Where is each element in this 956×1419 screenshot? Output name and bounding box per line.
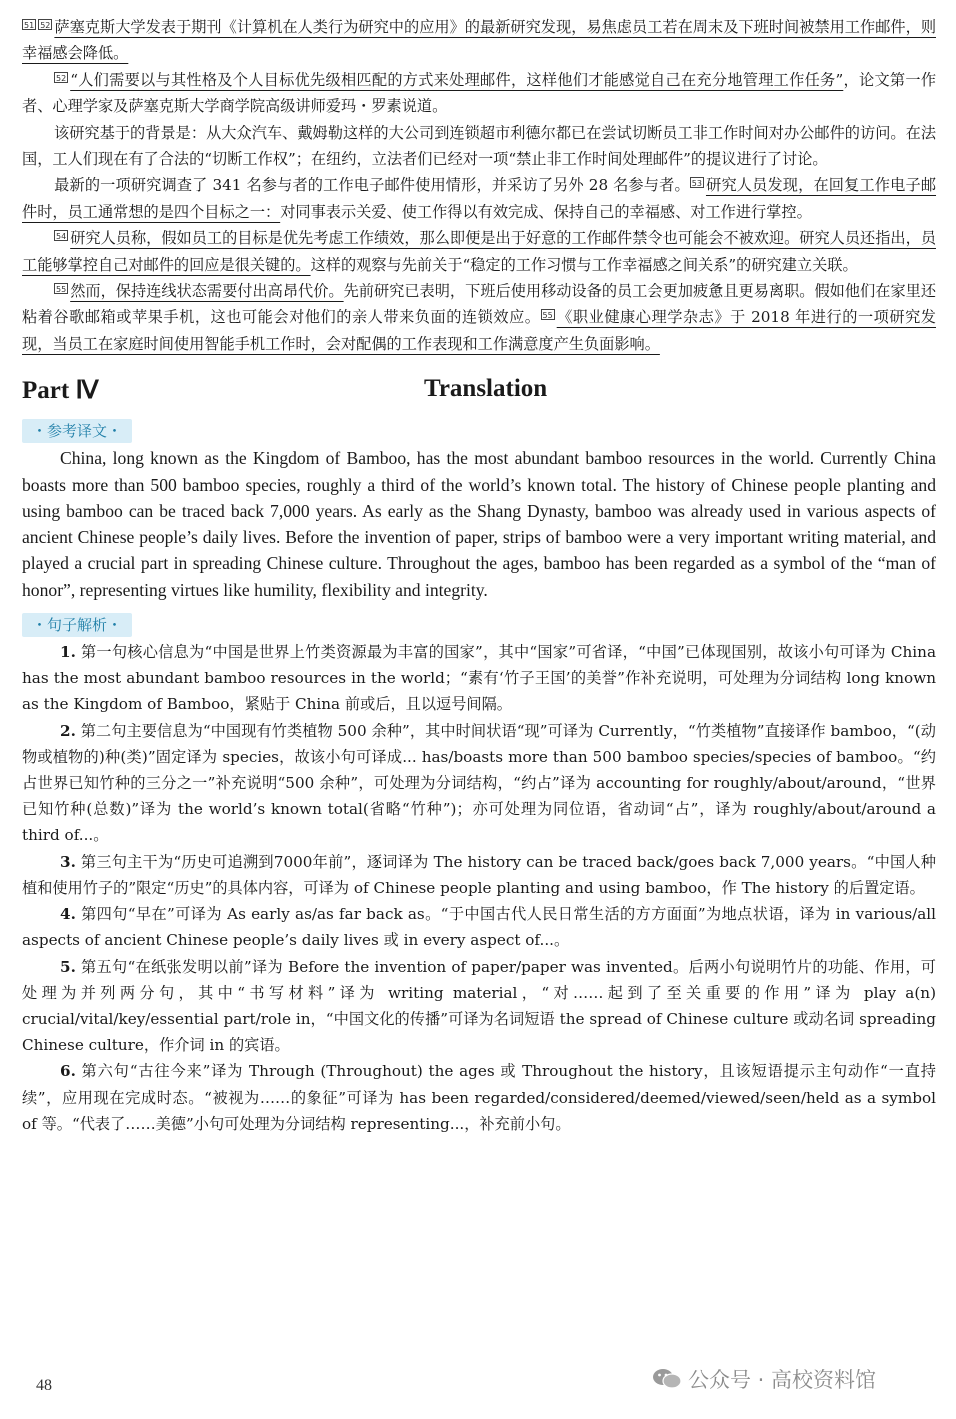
underlined-text: 研究人员发现，在回复工作电子邮件时，员工通常想的是四个目标之一：	[22, 176, 937, 221]
passage-paragraph	[22, 67, 936, 120]
reference-translation-tag: ・参考译文・	[22, 419, 132, 443]
analysis-text: 第一句核心信息为“中国是世界上竹类资源最为丰富的国家”，其中“国家”可省译，“中国”已体现国别，故该小句可译为 China has the most abundant bamboo resources in the world；“素有‘竹子王国’的美誉”作补充说明，可处理为分词结构 long known as the Kingdom of Bamboo，紧贴于 China 前或后，且以逗号间隔。	[22, 643, 936, 714]
passage-paragraph	[22, 172, 936, 225]
analysis-item	[22, 639, 936, 718]
analysis-number: 3.	[60, 852, 76, 871]
analysis-text: 第三句主干为“历史可追溯到7000年前”，逐词译为 The history can be traced back/goes back 7,000 years。“中国人种植和使用竹子的”限定“历史”的具体内容，可译为 of Chinese people planting and using bamboo，作 The history 的后置定语。	[22, 852, 936, 897]
analysis-number: 2.	[60, 721, 76, 740]
page-content	[22, 14, 936, 1137]
part-header	[22, 371, 936, 415]
watermark	[652, 1364, 876, 1394]
question-marker: 54	[56, 232, 67, 242]
question-marker: 52	[56, 73, 67, 83]
analysis-item	[22, 1058, 936, 1137]
passage-text: 对同事表示关爱、使工作得以有效完成、保持自己的幸福感、对工作进行掌控。	[280, 202, 812, 221]
analysis-number: 6.	[60, 1062, 76, 1081]
analysis-text: 第五句“在纸张发明以前”译为 Before the invention of paper/paper was invented。后两小句说明竹片的功能、作用，可处理为并列两分句，其中“书写材料”译为 writing material，“对……起到了至关重要的作用”译为 play a(n) crucial/vital/key/essential part/role in，“中国文化的传播”可译为名词短语 the spread of Chinese culture 或动名词 spreading Chinese culture，作介词 in 的宾语。	[22, 957, 936, 1055]
translation-paragraph	[22, 445, 936, 603]
underlined-text: “人们需要以与其性格及个人目标优先级相匹配的方式来处理邮件，这样他们才能感觉自己在充分地管理工作任务”	[70, 70, 844, 89]
question-marker: 52	[40, 21, 51, 30]
passage-text: 最新的一项研究调查了 341 名参与者的工作电子邮件使用情形，并采访了另外 28 名参与者。	[54, 176, 690, 195]
wechat-icon	[652, 1367, 682, 1391]
passage-section	[22, 14, 936, 357]
passage-paragraph	[22, 225, 936, 278]
question-marker: 51	[24, 21, 35, 30]
sentence-analysis-tag: ・句子解析・	[22, 613, 132, 637]
analysis-item	[22, 718, 936, 849]
passage-text: ，论文第一作者、心理学家及萨塞克斯大学商学院高级讲师爱玛・罗素说道。	[22, 70, 937, 116]
analysis-text: 第六句“古往今来”译为 Through (Throughout) the ages 或 Throughout the history，且该短语提示主句动作“一直持续”，应用现在完成时态。“被视为……的象征”可译为 has been regarded/considered/deemed/viewed/seen/held as a symbol of 等。“代表了……美德”小句可处理为分词结构 representing...，补充前小句。	[22, 1062, 936, 1133]
passage-paragraph	[22, 14, 936, 67]
translation-text: China, long known as the Kingdom of Bamboo, has the most abundant bamboo resources in the world. Currently China boasts more than 500 bamboo species, roughly a third of the world’s known total. The history of Chinese people planting and using bamboo can be traced back 7,000 years. As early as the Shang Dynasty, bamboo was already used in various aspects of ancient Chinese people’s daily lives. Before the invention of paper, strips of bamboo were a very important writing material, and played a crucial part in spreading Chinese culture. Throughout the ages, bamboo has been regarded as a symbol of the “man of honor”, representing virtues like humility, flexibility and integrity.	[22, 448, 936, 600]
passage-text: 这样的观察与先前关于“稳定的工作习惯与工作幸福感之间关系”的研究建立关联。	[310, 255, 858, 274]
passage-paragraph	[22, 278, 936, 357]
analysis-item	[22, 901, 936, 953]
part-label: Part Ⅳ	[22, 377, 99, 405]
passage-text: 先前研究已表明，下班后使用移动设备的员工会更加疲惫且更易离职。假如他们在家里还粘着谷歌邮箱或苹果手机，这也可能会对他们的亲人带来负面的连锁效应。	[22, 282, 937, 327]
underlined-text: 萨塞克斯大学发表于期刊《计算机在人类行为研究中的应用》的最新研究发现，易焦虑员工若在周末及下班时间被禁用工作邮件，则幸福感会降低。	[22, 18, 936, 63]
analysis-section	[22, 639, 936, 1137]
analysis-text: 第四句“早在”可译为 As early as/as far back as。“于中国古代人民日常生活的方方面面”为地点状语，译为 in various/all aspects of ancient Chinese people’s daily lives 或 in every aspect of...。	[22, 905, 936, 950]
underlined-text: 然而，保持连线状态需要付出高昂代价。	[70, 282, 344, 301]
underlined-text: 研究人员称，假如员工的目标是优先考虑工作绩效，那么即便是出于好意的工作邮件禁令也可能会不被欢迎。研究人员还指出，员工能够掌控自己对邮件的回应是很关键的。	[22, 229, 936, 274]
question-marker: 53	[691, 179, 702, 189]
watermark-text: 公众号 · 高校资料馆	[688, 1368, 877, 1392]
analysis-item	[22, 954, 936, 1059]
analysis-text: 第二句主要信息为“中国现有竹类植物 500 余种”，其中时间状语“现”可译为 Currently，“竹类植物”直接译作 bamboo，“(动物或植物的)种(类)”固定译为 species，故该小句可译成... has/boasts more than 500 bamboo species/species of bamboo。“约占世界已知竹种的三分之一”补充说明“500 余种”，可处理为分词结构，“约占”译为 accounting for roughly/about/around，“世界已知竹种(总数)”译为 the world’s known total(省略“竹种”)；亦可处理为同位语，省动词“占”，译为 roughly/about/around a third of...。	[22, 721, 936, 845]
analysis-number: 5.	[60, 957, 76, 976]
page-number: 48	[36, 1377, 52, 1394]
question-marker: 55	[56, 285, 67, 295]
part-title: Translation	[424, 375, 548, 403]
passage-text: 该研究基于的背景是：从大众汽车、戴姆勒这样的大公司到连锁超市利德尔都已在尝试切断员工非工作时间对办公邮件的访问。在法国，工人们现在有了合法的“切断工作权”；在纽约，立法者们已经对一项“禁止非工作时间处理邮件”的提议进行了讨论。	[22, 123, 936, 169]
question-marker: 55	[542, 311, 553, 321]
analysis-item	[22, 849, 936, 901]
passage-paragraph	[22, 120, 936, 173]
underlined-text: 《职业健康心理学杂志》于 2018 年进行的一项研究发现，当员工在家庭时间使用智能手机工作时，会对配偶的工作表现和工作满意度产生负面影响。	[22, 308, 936, 353]
analysis-number: 4.	[60, 905, 76, 924]
analysis-number: 1.	[60, 643, 76, 662]
